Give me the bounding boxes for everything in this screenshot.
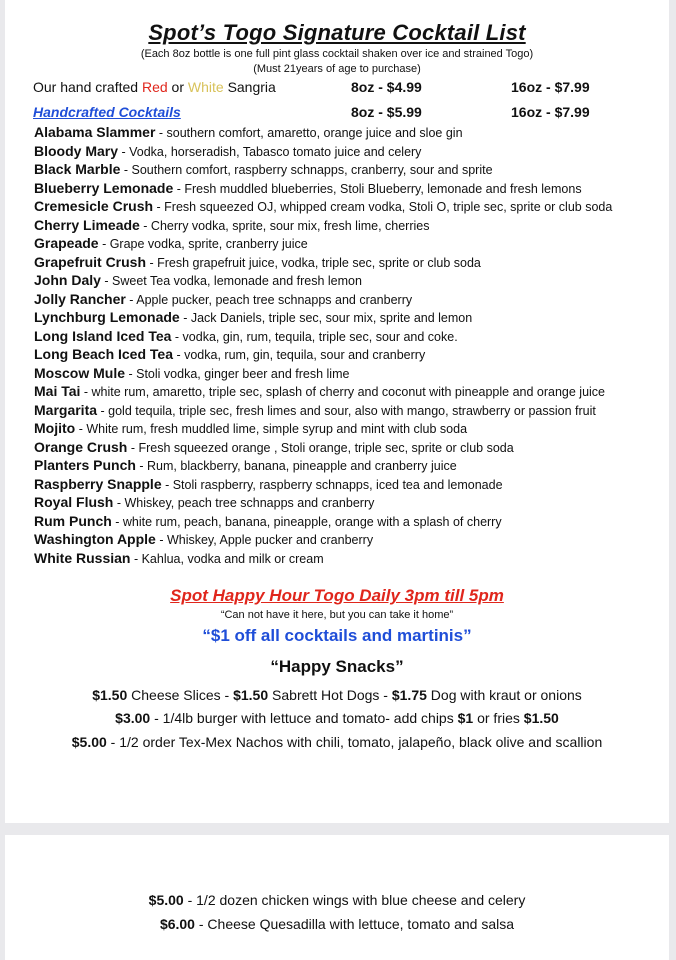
cocktail-name: White Russian bbox=[34, 549, 131, 566]
cocktail-name: Long Island Iced Tea bbox=[34, 327, 172, 344]
cocktail-item bbox=[34, 180, 582, 197]
cocktail-description: - Fresh squeezed OJ, whipped cream vodka, Stoli O, triple sec, sprite or club soda bbox=[153, 200, 613, 214]
cocktail-description: - Vodka, horseradish, Tabasco tomato juice and celery bbox=[118, 144, 422, 159]
cocktail-item bbox=[34, 124, 463, 141]
cocktail-name: John Daly bbox=[34, 272, 101, 288]
happy-hour-quote: “Can not have it here, but you can take it home” bbox=[220, 609, 454, 621]
cocktail-name: Mojito bbox=[34, 420, 76, 436]
cocktail-name: Alabama Slammer bbox=[34, 124, 156, 140]
age-note: (Must 21years of age to purchase) bbox=[253, 63, 421, 75]
happy-hour-title: Spot Happy Hour Togo Daily 3pm till 5pm bbox=[170, 586, 504, 605]
handcrafted-heading: Handcrafted Cocktails bbox=[33, 104, 181, 120]
cocktail-description: - Fresh squeezed orange , Stoli orange, triple sec, sprite or club soda bbox=[127, 440, 514, 455]
cocktail-name: Long Beach Iced Tea bbox=[34, 346, 173, 362]
cocktail-item bbox=[34, 439, 514, 456]
snack-line: $6.00 - Cheese Quesadilla with lettuce, tomato and salsa bbox=[159, 916, 515, 932]
cocktail-description: - white rum, peach, banana, pineapple, orange with a splash of cherry bbox=[111, 514, 502, 529]
cocktail-description: - Kahlua, vodka and milk or cream bbox=[130, 551, 324, 566]
cocktail-description: - white rum, amaretto, triple sec, splash of cherry and coconut with pineapple and orange juice bbox=[80, 385, 606, 399]
cocktail-item bbox=[34, 365, 349, 382]
cocktail-description: - Jack Daniels, triple sec, sour mix, sprite and lemon bbox=[179, 311, 473, 325]
cocktail-name: Raspberry Snapple bbox=[34, 475, 162, 492]
snack-line: $5.00 - 1/2 dozen chicken wings with blue cheese and celery bbox=[148, 892, 526, 908]
cocktail-item bbox=[34, 254, 481, 271]
cocktail-name: Cherry Limeade bbox=[34, 216, 140, 233]
cocktail-name: Blueberry Lemonade bbox=[34, 179, 174, 196]
menu-page-2 bbox=[5, 835, 669, 960]
sangria-row: Our hand crafted Red or White Sangria 8oz - $4.99 16oz - $7.99 bbox=[33, 79, 590, 95]
snack-line: $5.00 - 1/2 order Tex-Mex Nachos with chili, tomato, jalapeño, black olive and scallion bbox=[71, 734, 603, 750]
cocktail-item bbox=[34, 161, 493, 178]
cocktail-description: - Rum, blackberry, banana, pineapple and cranberry juice bbox=[135, 459, 457, 473]
cocktail-description: - White rum, fresh muddled lime, simple syrup and mint with club soda bbox=[75, 422, 468, 436]
cocktail-item bbox=[34, 531, 373, 548]
cocktail-description: - gold tequila, triple sec, fresh limes and sour, also with mango, strawberry or passion fruit bbox=[97, 403, 596, 418]
cocktail-item bbox=[34, 550, 324, 567]
cocktail-item bbox=[34, 291, 412, 308]
cocktail-description: - Fresh muddled blueberries, Stoli Blueberry, lemonade and fresh lemons bbox=[173, 181, 582, 196]
happy-snacks-title: “Happy Snacks” bbox=[270, 657, 404, 676]
cocktail-name: Cremesicle Crush bbox=[34, 198, 154, 214]
handcrafted-row bbox=[33, 104, 590, 120]
cocktail-name: Orange Crush bbox=[34, 438, 128, 455]
cocktail-item bbox=[34, 217, 430, 234]
cocktail-item bbox=[34, 328, 458, 345]
sangria-red: Red bbox=[141, 79, 168, 95]
page-title: Spot’s Togo Signature Cocktail List bbox=[148, 20, 526, 45]
cocktail-name: Rum Punch bbox=[34, 512, 112, 529]
cocktail-name: Black Marble bbox=[34, 161, 121, 177]
cocktail-name: Royal Flush bbox=[34, 494, 114, 510]
cocktail-description: - Whiskey, peach tree schnapps and cranberry bbox=[113, 496, 375, 510]
snack-line: $3.00 - 1/4lb burger with lettuce and tomato- add chips $1 or fries $1.50 bbox=[115, 710, 559, 726]
cocktail-name: Lynchburg Lemonade bbox=[34, 309, 180, 325]
cocktail-description: - Whiskey, Apple pucker and cranberry bbox=[155, 533, 374, 547]
cocktail-item bbox=[34, 402, 596, 419]
cocktail-item bbox=[34, 513, 502, 530]
cocktail-item bbox=[34, 346, 425, 363]
cocktail-description: - Cherry vodka, sprite, sour mix, fresh lime, cherries bbox=[139, 218, 430, 233]
cocktail-item bbox=[34, 309, 472, 326]
menu-page-1 bbox=[5, 0, 669, 823]
cocktail-description: - Stoli raspberry, raspberry schnapps, iced tea and lemonade bbox=[161, 477, 503, 492]
cocktail-description: - Southern comfort, raspberry schnapps, cranberry, sour and sprite bbox=[120, 163, 493, 177]
cocktail-description: - Fresh grapefruit juice, vodka, triple sec, sprite or club soda bbox=[146, 255, 481, 270]
cocktail-description: - Apple pucker, peach tree schnapps and cranberry bbox=[125, 292, 413, 307]
cocktail-name: Jolly Rancher bbox=[34, 290, 126, 307]
cocktail-name: Bloody Mary bbox=[34, 142, 119, 159]
cocktail-description: - southern comfort, amaretto, orange juice and sloe gin bbox=[155, 126, 463, 140]
cocktail-name: Grapefruit Crush bbox=[34, 253, 147, 270]
cocktail-item bbox=[34, 383, 605, 400]
sangria-price-16oz: 16oz - $7.99 bbox=[511, 79, 590, 95]
cocktail-name: Planters Punch bbox=[34, 457, 136, 473]
cocktail-description: - vodka, rum, gin, tequila, sour and cranberry bbox=[173, 348, 426, 362]
cocktail-item bbox=[34, 272, 362, 289]
cocktail-item bbox=[34, 476, 503, 493]
snack-line: $1.50 Cheese Slices - $1.50 Sabrett Hot Dogs - $1.75 Dog with kraut or onions bbox=[92, 687, 582, 703]
cocktail-name: Washington Apple bbox=[34, 531, 156, 547]
handcrafted-price-8oz: 8oz - $5.99 bbox=[351, 104, 422, 120]
handcrafted-price-16oz: 16oz - $7.99 bbox=[511, 104, 590, 120]
cocktail-description: - vodka, gin, rum, tequila, triple sec, sour and coke. bbox=[171, 329, 458, 344]
cocktail-name: Grapeade bbox=[34, 235, 99, 251]
cocktail-name: Moscow Mule bbox=[34, 364, 126, 381]
cocktail-item bbox=[34, 198, 612, 215]
cocktail-item bbox=[34, 143, 421, 160]
cocktail-item bbox=[34, 420, 467, 437]
cocktail-name: Mai Tai bbox=[34, 383, 81, 399]
cocktail-description: - Grape vodka, sprite, cranberry juice bbox=[98, 237, 308, 251]
cocktail-item bbox=[34, 457, 457, 474]
cocktail-description: - Stoli vodka, ginger beer and fresh lime bbox=[125, 366, 350, 381]
cocktail-name: Margarita bbox=[34, 401, 98, 418]
cocktail-item bbox=[34, 235, 308, 252]
sangria-white: White bbox=[187, 79, 224, 95]
bottle-note: (Each 8oz bottle is one full pint glass cocktail shaken over ice and strained Togo) bbox=[140, 48, 534, 60]
sangria-price-8oz: 8oz - $4.99 bbox=[351, 79, 422, 95]
happy-hour-offer: “$1 off all cocktails and martinis” bbox=[202, 626, 472, 645]
cocktail-description: - Sweet Tea vodka, lemonade and fresh lemon bbox=[100, 274, 362, 288]
cocktail-item bbox=[34, 494, 374, 511]
